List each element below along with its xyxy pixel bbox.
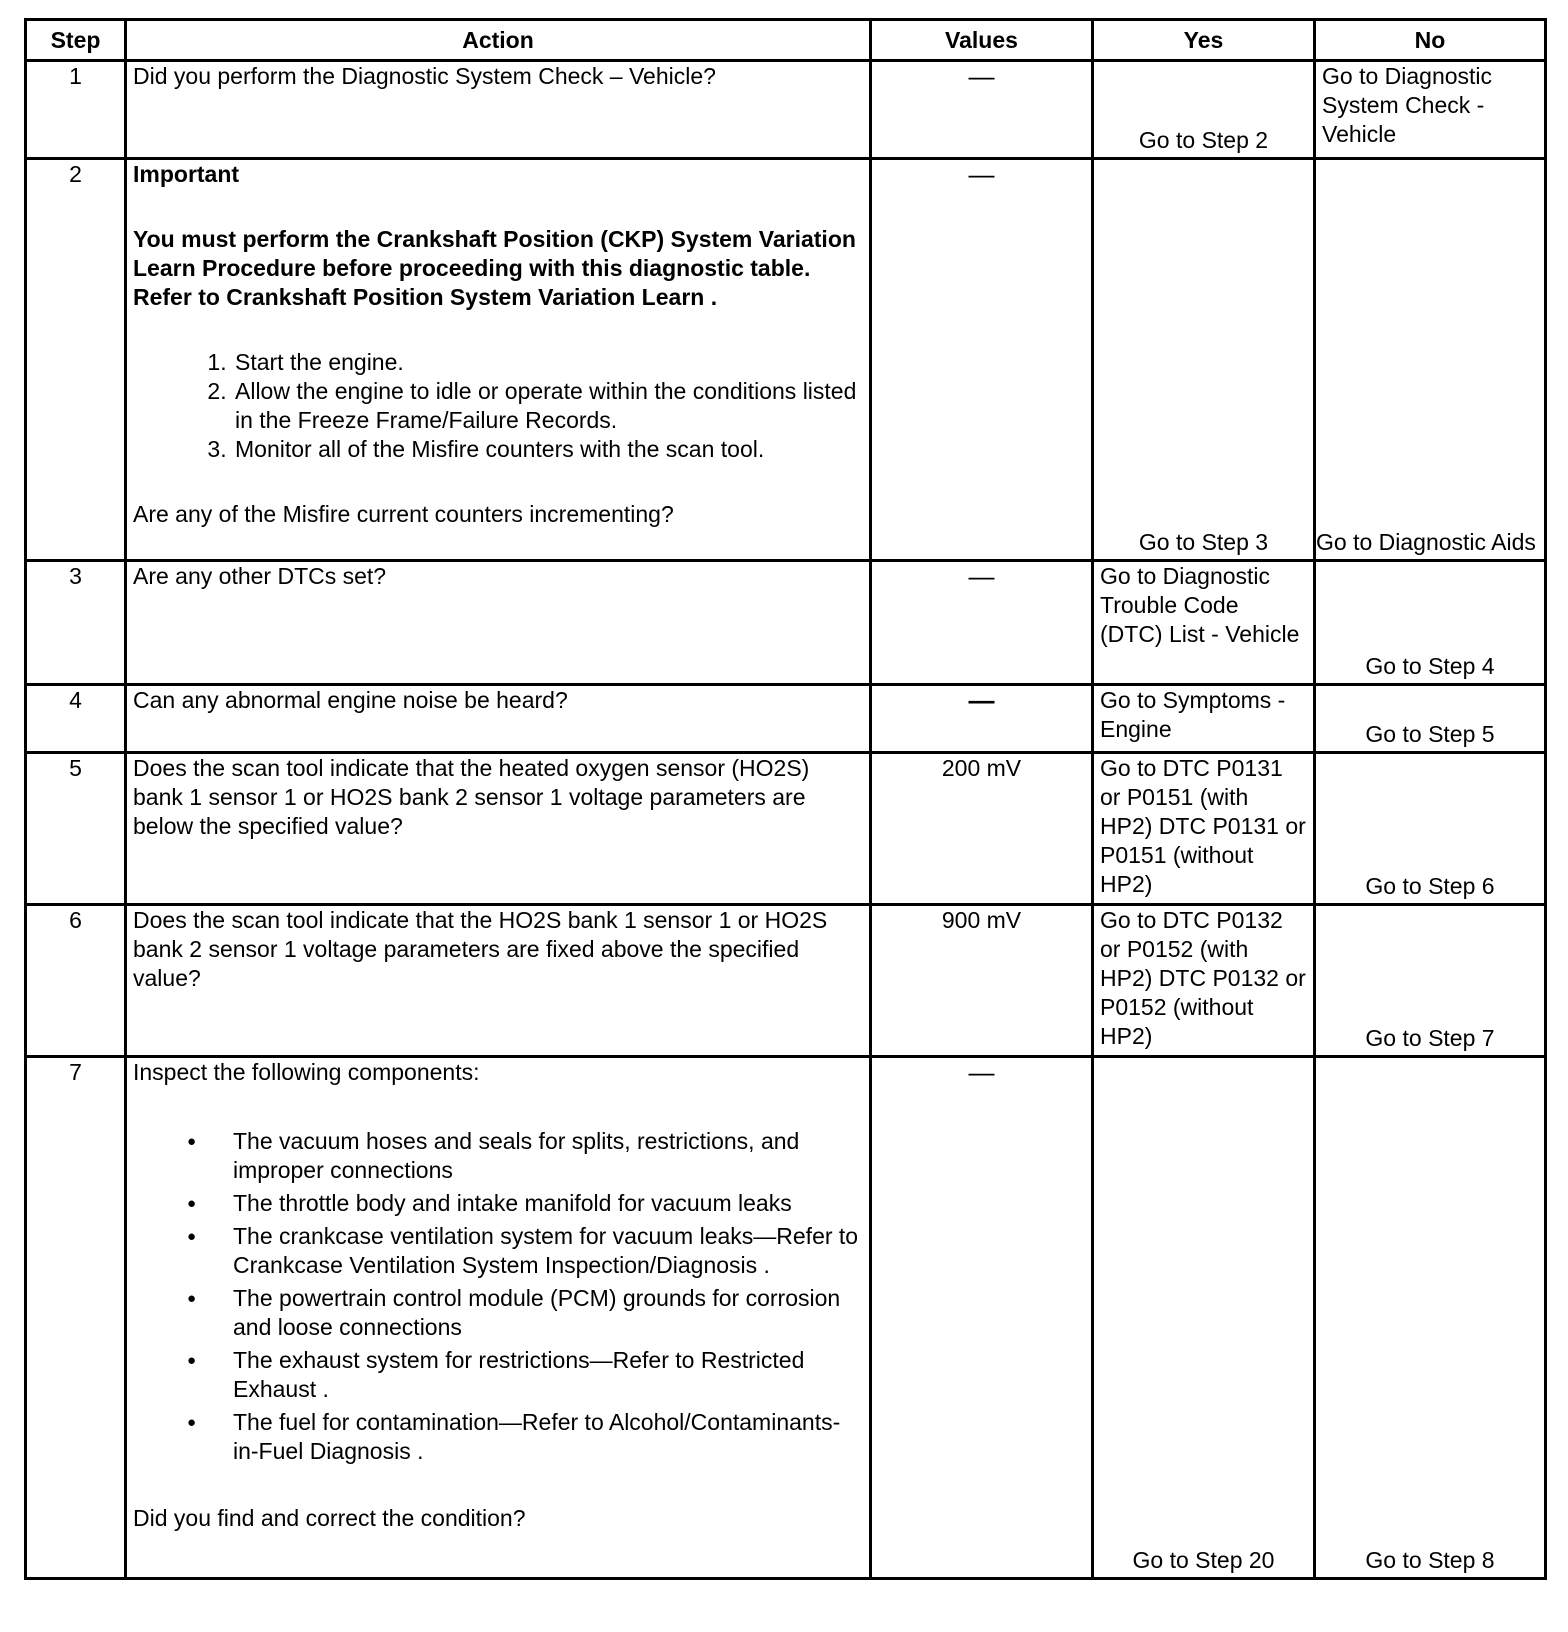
action-question: Did you find and correct the condition? [133, 1505, 526, 1531]
list-item: ● The crankcase ventilation system for vacuum leaks—Refer to Crankcase Ventilation System Inspection/Diagnosis . [233, 1222, 863, 1280]
no-link[interactable]: Go to Step 6 [1365, 873, 1495, 899]
no-link[interactable]: Go to Step 5 [1365, 721, 1495, 747]
header-step: Step [26, 20, 126, 61]
value-cell: 900 mV [871, 905, 1093, 1057]
value-cell: — [871, 685, 1093, 753]
no-cell [1315, 753, 1546, 905]
no-link[interactable]: Go to Step 7 [1365, 1025, 1495, 1051]
step-number: 1 [26, 61, 126, 159]
table-row [26, 905, 1546, 1057]
no-link[interactable]: Go to Step 8 [1365, 1547, 1495, 1573]
no-cell [1315, 685, 1546, 753]
table-row [26, 685, 1546, 753]
step-number: 7 [26, 1057, 126, 1579]
yes-cell [1093, 685, 1315, 753]
yes-link[interactable]: Go to Symptoms - Engine [1100, 687, 1286, 742]
list-item: 2. Allow the engine to idle or operate within the conditions listed in the Freeze Frame/Failure Records. [233, 377, 863, 435]
action-cell [126, 159, 871, 561]
yes-cell [1093, 61, 1315, 159]
list-item: 1. Start the engine. [233, 348, 863, 377]
action-cell [126, 905, 871, 1057]
yes-link[interactable]: Go to Step 20 [1132, 1547, 1275, 1573]
table-row [26, 159, 1546, 561]
yes-link[interactable]: Go to Step 3 [1138, 529, 1269, 555]
list-item: ● The powertrain control module (PCM) grounds for corrosion and loose connections [233, 1284, 863, 1342]
no-link[interactable]: Go to Diagnostic System Check - Vehicle [1322, 63, 1493, 147]
action-cell [126, 753, 871, 905]
yes-link[interactable]: Go to DTC P0131 or P0151 (with HP2) DTC P0131 or P0151 (without HP2) [1100, 755, 1306, 897]
header-no: No [1315, 20, 1546, 61]
yes-cell [1093, 905, 1315, 1057]
yes-cell [1093, 159, 1315, 561]
action-question: Are any other DTCs set? [133, 563, 387, 589]
value-cell: — [871, 561, 1093, 685]
diagnostic-table [24, 18, 1547, 1580]
value-cell: — [871, 61, 1093, 159]
no-cell [1315, 159, 1546, 561]
header-yes: Yes [1093, 20, 1315, 61]
yes-cell [1093, 561, 1315, 685]
yes-link[interactable]: Go to Step 2 [1138, 127, 1269, 153]
yes-link[interactable]: Go to Diagnostic Trouble Code (DTC) List - Vehicle [1100, 563, 1300, 647]
action-question: Does the scan tool indicate that the HO2S bank 1 sensor 1 or HO2S bank 2 sensor 1 voltage parameters are fixed above the specified value? [133, 907, 828, 991]
list-item: 3. Monitor all of the Misfire counters with the scan tool. [233, 435, 863, 464]
list-item: ● The exhaust system for restrictions—Refer to Restricted Exhaust . [233, 1346, 863, 1404]
header-action: Action [126, 20, 871, 61]
no-cell [1315, 905, 1546, 1057]
list-item: ● The fuel for contamination—Refer to Alcohol/Contaminants-in-Fuel Diagnosis . [233, 1408, 863, 1466]
step-number: 4 [26, 685, 126, 753]
table-row [26, 561, 1546, 685]
yes-cell [1093, 1057, 1315, 1579]
action-cell [126, 1057, 871, 1579]
list-item: ● The throttle body and intake manifold for vacuum leaks [233, 1189, 863, 1218]
no-link[interactable]: Go to Step 4 [1365, 653, 1495, 679]
table-header-row [26, 20, 1546, 61]
procedure-list [133, 348, 863, 464]
step-number: 6 [26, 905, 126, 1057]
yes-link[interactable]: Go to DTC P0132 or P0152 (with HP2) DTC P0132 or P0152 (without HP2) [1100, 907, 1306, 1049]
action-question: Did you perform the Diagnostic System Check – Vehicle? [133, 63, 716, 89]
inspection-list [133, 1127, 863, 1466]
list-item: ● The vacuum hoses and seals for splits, restrictions, and improper connections [233, 1127, 863, 1185]
table-row [26, 753, 1546, 905]
header-values: Values [871, 20, 1093, 61]
step-number: 3 [26, 561, 126, 685]
value-cell: 200 mV [871, 753, 1093, 905]
table-row [26, 1057, 1546, 1579]
yes-cell [1093, 753, 1315, 905]
action-question: Does the scan tool indicate that the heated oxygen sensor (HO2S) bank 1 sensor 1 or HO2S bank 2 sensor 1 voltage parameters are below the specified value? [133, 755, 810, 839]
action-question: Are any of the Misfire current counters incrementing? [133, 501, 674, 527]
important-title: Important [133, 161, 240, 187]
action-intro: Inspect the following components: [133, 1059, 480, 1085]
action-cell [126, 61, 871, 159]
table-row [26, 61, 1546, 159]
value-cell: — [871, 1057, 1093, 1579]
no-cell [1315, 561, 1546, 685]
no-cell [1315, 1057, 1546, 1579]
step-number: 5 [26, 753, 126, 905]
value-cell: — [871, 159, 1093, 561]
important-text: You must perform the Crankshaft Position (CKP) System Variation Learn Procedure before proceeding with this diagnostic table. Refer to Crankshaft Position System Variation Learn . [133, 226, 856, 310]
action-cell [126, 561, 871, 685]
no-link[interactable]: Go to Diagnostic Aids [1316, 529, 1536, 555]
no-cell [1315, 61, 1546, 159]
action-question: Can any abnormal engine noise be heard? [133, 687, 568, 713]
step-number: 2 [26, 159, 126, 561]
action-cell [126, 685, 871, 753]
